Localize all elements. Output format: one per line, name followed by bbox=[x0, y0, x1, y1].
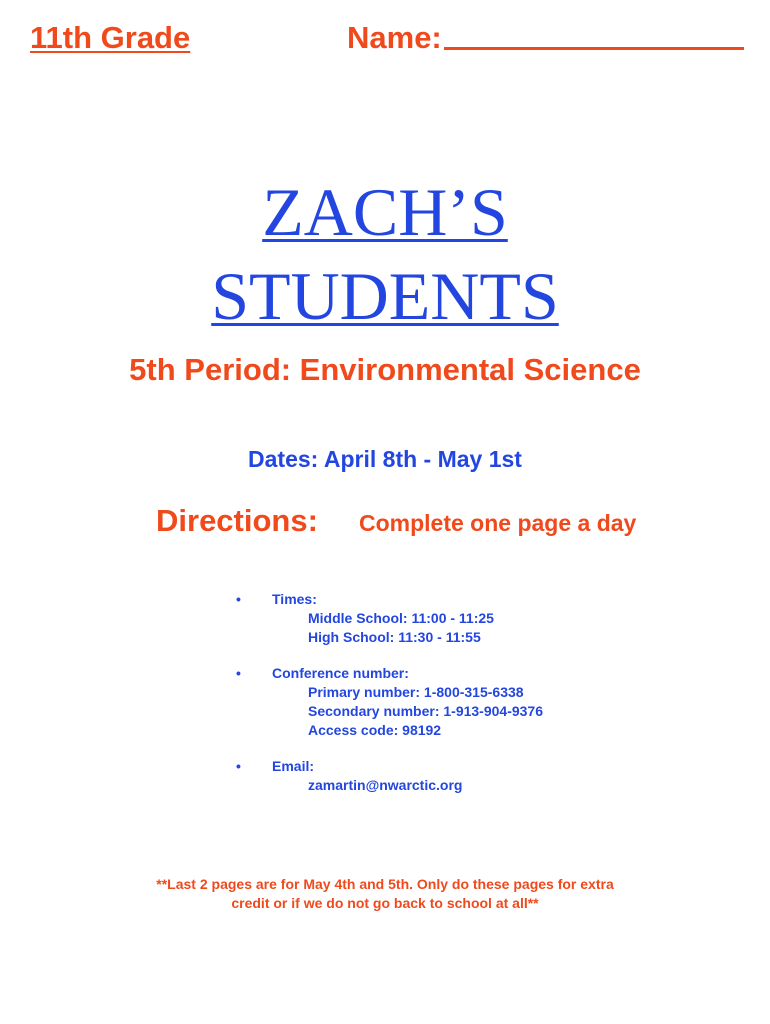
times-label: Times: bbox=[272, 591, 317, 607]
bullet-icon: • bbox=[236, 591, 241, 607]
primary-number: Primary number: 1-800-315-6338 bbox=[308, 684, 524, 700]
middle-school-time: Middle School: 11:00 - 11:25 bbox=[308, 610, 494, 626]
grade-heading: 11th Grade bbox=[30, 20, 191, 55]
secondary-number: Secondary number: 1-913-904-9376 bbox=[308, 703, 543, 719]
name-label: Name: bbox=[347, 20, 442, 55]
conference-label: Conference number: bbox=[272, 665, 409, 681]
email-label: Email: bbox=[272, 758, 315, 774]
list-item-email bbox=[232, 757, 543, 795]
list-item-times bbox=[232, 590, 543, 647]
footnote-line-2: credit or if we do not go back to school at all** bbox=[231, 895, 539, 911]
class-subtitle: 5th Period: Environmental Science bbox=[129, 352, 641, 387]
footnote-line-1: **Last 2 pages are for May 4th and 5th. Only do these pages for extra bbox=[156, 876, 614, 892]
title-line-2: STUDENTS bbox=[211, 258, 559, 334]
email-address: zamartin@nwarctic.org bbox=[308, 777, 463, 793]
bullet-icon: • bbox=[236, 758, 241, 774]
title-line-1: ZACH’S bbox=[262, 174, 508, 250]
page-title bbox=[0, 170, 770, 338]
name-blank-line bbox=[444, 47, 744, 50]
directions-text: Complete one page a day bbox=[359, 510, 637, 536]
name-field bbox=[347, 20, 744, 56]
high-school-time: High School: 11:30 - 11:55 bbox=[308, 629, 481, 645]
info-list bbox=[232, 590, 543, 812]
footnote bbox=[0, 875, 770, 913]
bullet-icon: • bbox=[236, 665, 241, 681]
directions-label: Directions: bbox=[156, 503, 318, 538]
access-code: Access code: 98192 bbox=[308, 722, 442, 738]
dates-line: Dates: April 8th - May 1st bbox=[248, 446, 522, 472]
list-item-conference bbox=[232, 664, 543, 740]
